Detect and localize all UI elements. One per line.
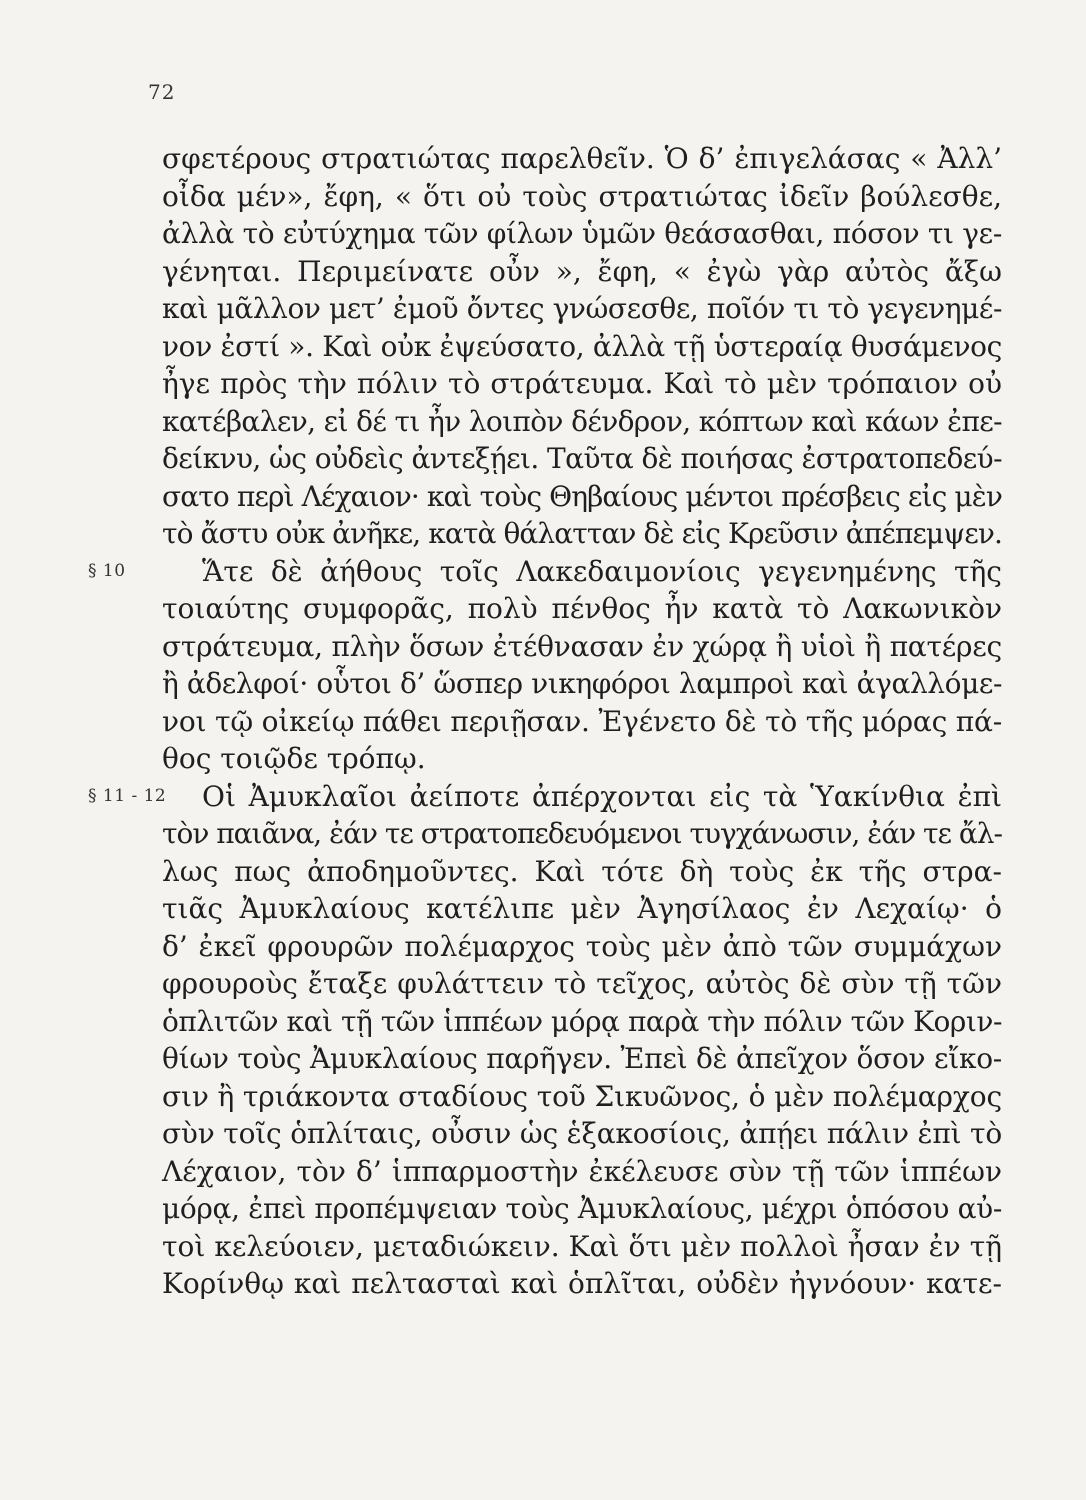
text-line <box>162 140 1002 178</box>
text-line <box>162 365 1002 403</box>
line-text: φρουροὺς ἔταξε φυλάττειν τὸ τεῖχος, αὐτὸς δὲ σὺν τῇ τῶν <box>162 967 1002 1000</box>
text-line <box>162 740 1002 778</box>
line-text: κατέβαλεν, εἰ δέ τι ἦν λοιπὸν δένδρον, κόπτων καὶ κάων ἐπε- <box>162 404 1002 438</box>
line-text: σὺν τοῖς ὁπλίταις, οὖσιν ὡς ἑξακοσίοις, ἀπῄει πάλιν ἐπὶ τὸ <box>162 1117 1002 1150</box>
text-line <box>162 965 1002 1003</box>
line-text: λως πως ἀποδημοῦντες. Καὶ τότε δὴ τοὺς ἐκ τῆς στρα- <box>162 854 1002 888</box>
line-text: τὸ ἄστυ οὐκ ἀνῆκε, κατὰ θάλατταν δὲ εἰς Κρεῦσιν ἀπέπεμψεν. <box>162 517 1002 550</box>
page-number: 72 <box>148 80 176 104</box>
text-line <box>162 1003 1002 1041</box>
line-text: νον ἐστί ». Καὶ οὐκ ἐψεύσατο, ἀλλὰ τῇ ὑστεραίᾳ θυσάμενος <box>162 329 1002 363</box>
text-line <box>162 1153 1002 1191</box>
line-text: τιᾶς Ἀμυκλαίους κατέλιπε μὲν Ἀγησίλαος ἐν Λεχαίῳ· ὁ <box>162 892 1002 925</box>
line-text: ἀλλὰ τὸ εὐτύχημα τῶν φίλων ὑμῶν θεάσασθαι, πόσον τι γε- <box>162 217 1002 250</box>
line-text: τοιαύτης συμφορᾶς, πολὺ πένθος ἦν κατὰ τὸ Λακωνικὸν <box>162 592 1002 625</box>
text-line <box>162 665 1002 703</box>
text-line <box>162 290 1002 328</box>
line-text: νοι τῷ οἰκείῳ πάθει περιῇσαν. Ἐγένετο δὲ τὸ τῆς μόρας πά- <box>162 704 1003 738</box>
text-line <box>162 515 1002 553</box>
line-text: οἶδα μέν», ἔφη, « ὅτι οὐ τοὺς στρατιώτας ἰδεῖν βούλεσθε, <box>162 179 1002 213</box>
line-text: σιν ἢ τριάκοντα σταδίους τοῦ Σικυῶνος, ὁ μὲν πολέμαρχος <box>162 1079 1002 1113</box>
text-line <box>162 853 1002 891</box>
text-line <box>162 1190 1002 1228</box>
text-line <box>162 590 1002 628</box>
text-line <box>162 1078 1002 1116</box>
line-text: στράτευμα, πλὴν ὅσων ἐτέθνασαν ἐν χώρᾳ ἢ υἱοὶ ἢ πατέρες <box>162 629 1002 663</box>
line-text: θίων τοὺς Ἀμυκλαίους παρῆγεν. Ἐπεὶ δὲ ἀπεῖχον ὅσον εἴκο- <box>162 1042 1002 1075</box>
text-line <box>162 628 1002 666</box>
line-text: ἢ ἀδελφοί· οὗτοι δ’ ὥσπερ νικηφόροι λαμπροὶ καὶ ἀγαλλόμε- <box>162 667 1002 700</box>
text-line <box>162 928 1002 966</box>
line-text: Κορίνθῳ καὶ πελτασταὶ καὶ ὁπλῖται, οὐδὲν ἠγνόουν· κατε- <box>162 1267 1002 1300</box>
text-line <box>162 440 1002 478</box>
text-line <box>162 1265 1002 1303</box>
text-line <box>162 178 1002 216</box>
line-text: γένηται. Περιμείνατε οὖν », ἔφη, « ἐγὼ γὰρ αὐτὸς ἄξω <box>162 254 1002 288</box>
text-line <box>162 478 1002 516</box>
text-line <box>88 778 1002 816</box>
section-marker: § 10 <box>88 560 126 581</box>
line-text: θος τοιῷδε τρόπῳ. <box>162 742 426 775</box>
line-text: τὸν παιᾶνα, ἐάν τε στρατοπεδευόμενοι τυγχάνωσιν, ἐάν τε ἄλ- <box>162 817 1002 850</box>
text-line <box>162 1228 1002 1266</box>
text-line <box>162 403 1002 441</box>
line-text: καὶ μᾶλλον μετ’ ἐμοῦ ὄντες γνώσεσθε, ποῖόν τι τὸ γεγενημέ- <box>162 292 1002 325</box>
line-text: ἦγε πρὸς τὴν πόλιν τὸ στράτευμα. Καὶ τὸ μὲν τρόπαιον οὐ <box>162 367 1002 400</box>
line-text: δ’ ἐκεῖ φρουρῶν πολέμαρχος τοὺς μὲν ἀπὸ τῶν συμμάχων <box>162 929 1002 963</box>
text-line <box>162 215 1002 253</box>
line-text: σατο περὶ Λέχαιον· καὶ τοὺς Θηβαίους μέντοι πρέσβεις εἰς μὲν <box>162 479 1002 513</box>
line-text: Οἱ Ἀμυκλαῖοι ἀείποτε ἀπέρχονται εἰς τὰ Ὑακίνθια ἐπὶ <box>202 779 1002 813</box>
text-body <box>88 140 1003 1303</box>
text-line <box>162 328 1002 366</box>
text-line <box>162 703 1002 741</box>
line-text: τοὶ κελεύοιεν, μεταδιώκειν. Καὶ ὅτι μὲν πολλοὶ ἦσαν ἐν τῇ <box>162 1229 1002 1263</box>
line-text: Ἅτε δὲ ἀήθους τοῖς Λακεδαιμονίοις γεγενημένης τῆς <box>202 554 1002 588</box>
line-text: μόρᾳ, ἐπεὶ προπέμψειαν τοὺς Ἀμυκλαίους, μέχρι ὁπόσου αὐ- <box>162 1192 1002 1225</box>
text-line <box>162 1040 1002 1078</box>
text-line <box>162 815 1002 853</box>
text-line <box>162 253 1002 291</box>
section-marker: § 11 - 12 <box>88 785 167 806</box>
line-text: δείκνυ, ὡς οὐδεὶς ἀντεξῄει. Ταῦτα δὲ ποιήσας ἐστρατοπεδεύ- <box>162 442 1002 475</box>
text-line <box>162 890 1002 928</box>
line-text: σφετέρους στρατιώτας παρελθεῖν. Ὁ δ’ ἐπιγελάσας « Ἀλλ’ <box>162 142 1002 175</box>
text-line <box>88 553 1002 591</box>
text-line <box>162 1115 1002 1153</box>
line-text: ὁπλιτῶν καὶ τῇ τῶν ἱππέων μόρᾳ παρὰ τὴν πόλιν τῶν Κοριν- <box>162 1004 1002 1038</box>
line-text: Λέχαιον, τὸν δ’ ἱππαρμοστὴν ἐκέλευσε σὺν τῇ τῶν ἱππέων <box>162 1154 1002 1188</box>
